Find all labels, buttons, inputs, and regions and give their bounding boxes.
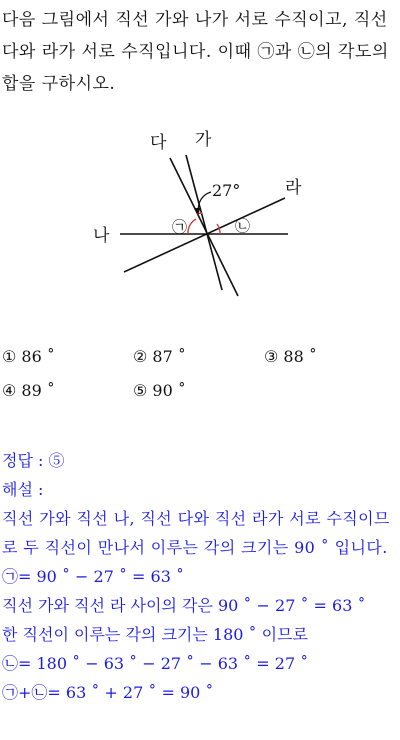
choice-1[interactable]: ① 86 ˚ [2, 347, 55, 366]
question-text: 다음 그림에서 직선 가와 나가 서로 수직이고, 직선 다와 라가 서로 수직입니다. 이때 ㉠과 ㉡의 각도의 합을 구하시오. [2, 10, 389, 94]
angle-arc-1 [188, 219, 196, 234]
angle-mark-1: ㉠ [172, 218, 188, 236]
choice-5[interactable]: ⑤ 90 ˚ [133, 381, 186, 400]
line-ra [124, 198, 285, 272]
label-ra: 라 [285, 178, 302, 198]
choice-3[interactable]: ③ 88 ˚ [264, 347, 317, 366]
solution-line-1: ㉠= 90 ˚ − 27 ˚ = 63 ˚ [2, 567, 184, 586]
solution-block [2, 446, 398, 707]
solution-paragraph: 직선 가와 직선 나, 직선 다와 직선 라가 서로 수직이므로 두 직선이 만나서 이루는 각의 크기는 90 ˚ 입니다. [2, 509, 390, 557]
choice-4[interactable]: ④ 89 ˚ [2, 381, 55, 400]
label-da: 다 [150, 133, 167, 153]
solution-line-4: ㉡= 180 ˚ − 63 ˚ − 27 ˚ − 63 ˚ = 27 ˚ [2, 654, 309, 673]
solution-line-2: 직선 가와 직선 라 사이의 각은 90 ˚ − 27 ˚ = 63 ˚ [2, 596, 366, 615]
answer-line: 정답 : ⑤ [2, 451, 65, 470]
label-na: 나 [93, 226, 110, 246]
solution-line-3: 한 직선이 이루는 각의 크기는 180 ˚ 이므로 [2, 625, 308, 644]
choice-2[interactable]: ② 87 ˚ [133, 347, 186, 366]
angle-mark-2: ㉡ [235, 217, 251, 235]
angle-label-27: 27° [212, 181, 241, 200]
solution-header: 해설 : [2, 480, 44, 499]
angle-figure [0, 120, 400, 310]
label-ga: 가 [195, 130, 212, 150]
solution-line-5: ㉠+㉡= 63 ˚ + 27 ˚ = 90 ˚ [2, 683, 214, 702]
